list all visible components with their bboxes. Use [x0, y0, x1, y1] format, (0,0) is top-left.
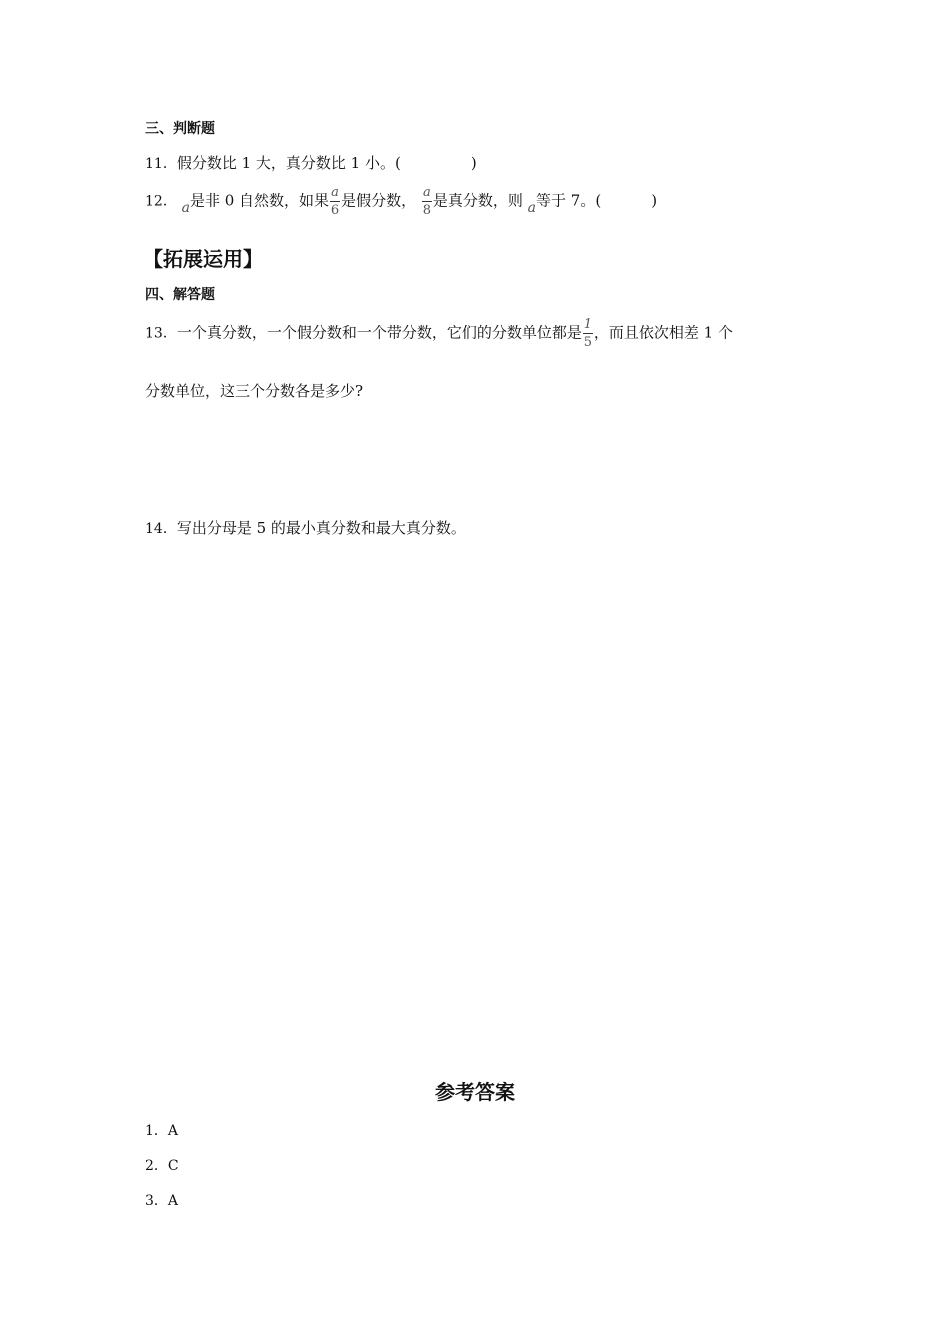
question-11 — [145, 152, 477, 173]
question-13-line-2: 分数单位，这三个分数各是多少? — [145, 382, 364, 400]
question-number: 11． — [145, 156, 177, 172]
variable-a: a — [181, 199, 190, 216]
question-number: 14． — [145, 521, 177, 537]
question-text: 是真分数，则 — [432, 191, 523, 210]
question-14 — [145, 517, 466, 538]
answers-title: 参考答案 — [435, 1080, 515, 1104]
variable-a: a — [527, 199, 537, 216]
section-heading-solutions: 四、解答题 — [145, 287, 215, 303]
answer-bracket-close: ) — [651, 191, 658, 210]
question-text: 等于 7。( — [536, 191, 602, 210]
question-13 — [145, 318, 733, 349]
question-text: 假分数比 1 大，真分数比 1 小。( — [176, 154, 401, 172]
question-text: 写出分母是 5 的最小真分数和最大真分数。 — [176, 519, 466, 537]
question-text: ，而且依次相差 1 个 — [593, 323, 733, 342]
answer-item: 1．A — [145, 1123, 179, 1139]
question-text: 是非 0 自然数，如果 — [189, 191, 330, 210]
question-number: 13． — [145, 325, 177, 342]
fraction-a-over-8: $\frac{a}{8}$ — [422, 185, 431, 218]
question-12 — [145, 186, 657, 217]
fraction-a-over-6: $\frac{a}{6}$ — [330, 185, 340, 218]
question-number: 12． — [145, 193, 177, 210]
question-text: 一个真分数，一个假分数和一个带分数，它们的分数单位都是 — [176, 323, 582, 342]
section-heading-judgement: 三、判断题 — [145, 121, 215, 137]
answer-bracket-close: ) — [470, 154, 477, 172]
question-text: 是假分数， — [341, 191, 417, 210]
fraction-1-over-5: $\frac{1}{5}$ — [583, 317, 592, 350]
answer-item: 2．C — [145, 1158, 179, 1174]
answer-item: 3．A — [145, 1193, 179, 1209]
extension-title: 【拓展运用】 — [143, 247, 263, 271]
